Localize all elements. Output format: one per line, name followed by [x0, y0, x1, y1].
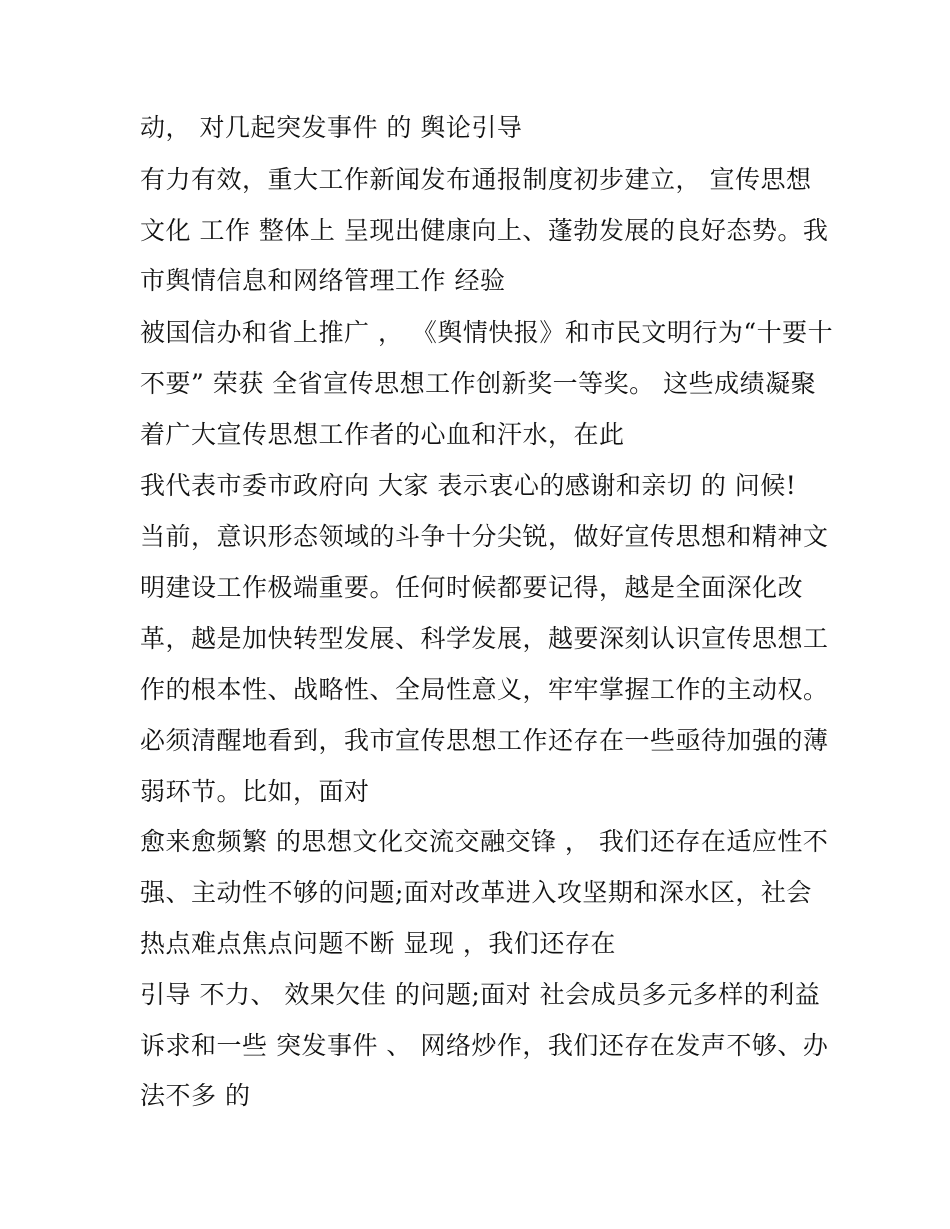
text-line: 弱环节。比如，面对	[140, 777, 370, 806]
text-line: 市舆情信息和网络管理工作 经验	[140, 266, 506, 295]
text-line: 强、主动性不够的问题;面对改革进入攻坚期和深水区，社会	[140, 878, 812, 907]
text-line: 作的根本性、战略性、全局性意义，牢牢掌握工作的主动权。	[140, 675, 829, 704]
text-line: 法不多 的	[140, 1081, 251, 1110]
text-line: 不要” 荣获 全省宣传思想工作创新奖一等奖。 这些成绩凝聚	[140, 369, 817, 398]
text-line: 被国信办和省上推广 ， 《舆情快报》和市民文明行为“十要十	[140, 318, 834, 347]
text-line: 必须清醒地看到，我市宣传思想工作还存在一些亟待加强的薄	[140, 726, 829, 755]
text-line: 诉求和一些 突发事件 、 网络炒作，我们还存在发声不够、办	[140, 1031, 829, 1060]
text-line: 革，越是加快转型发展、科学发展，越要深刻认识宣传思想工	[140, 624, 829, 653]
text-line: 有力有效，重大工作新闻发布通报制度初步建立， 宣传思想	[140, 165, 812, 194]
text-line: 愈来愈频繁 的思想文化交流交融交锋 ， 我们还存在适应性不	[140, 827, 829, 856]
text-line: 文化 工作 整体上 呈现出健康向上、蓬勃发展的良好态势。我	[140, 216, 829, 245]
text-line: 明建设工作极端重要。任何时候都要记得，越是全面深化改	[140, 573, 804, 602]
text-line: 动， 对几起突发事件 的 舆论引导	[140, 113, 523, 142]
text-line: 当前，意识形态领域的斗争十分尖锐，做好宣传思想和精神文	[140, 522, 829, 551]
text-line: 着广大宣传思想工作者的心血和汗水，在此	[140, 420, 625, 449]
text-line: 引导 不力、 效果欠佳 的问题;面对 社会成员多元多样的利益	[140, 980, 821, 1009]
text-line: 我代表市委市政府向 大家 表示衷心的感谢和亲切 的 问候!	[140, 471, 797, 500]
text-line: 热点难点焦点问题不断 显现 ，我们还存在	[140, 929, 616, 958]
